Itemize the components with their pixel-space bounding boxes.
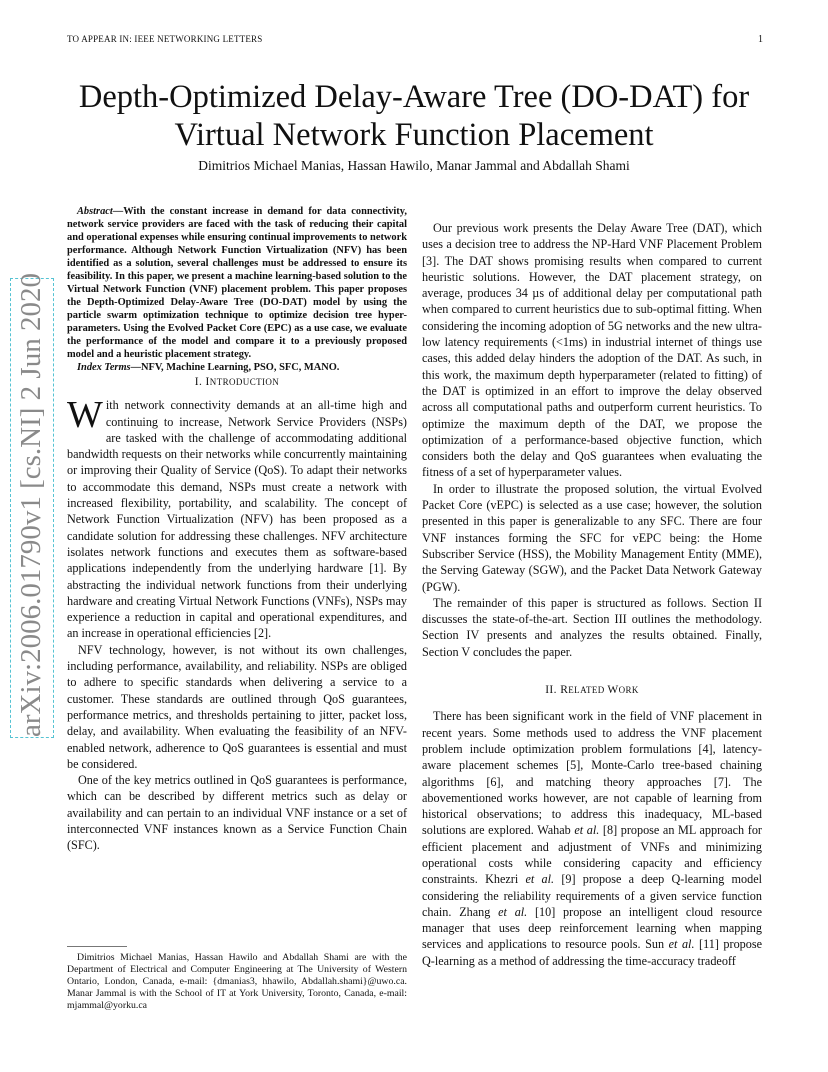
intro-paragraph-5: In order to illustrate the proposed solution, the virtual Evolved Packet Core (vEPC) is selected as a use case; however, the solution presented in this paper is generalizable to any SFC. There are four VNF instances forming the SFC for vEPC being: the Home Subscriber Service (HSS), the Mobility Management Entity (MME), the Serving Gateway (SGW), and the Packet Data Network Gateway (PGW).: [422, 481, 762, 594]
index-terms-label: Index Terms: [77, 362, 131, 373]
related-text-e: [11] propose Q-learning as a method of addressing the time-accuracy tradeoff: [422, 937, 762, 968]
abstract-label: Abstract: [77, 206, 113, 217]
intro-paragraph-1-text: ith network connectivity demands at an all-time high and continuing to increase, Network Service Providers (NSPs) are tasked with the challenge of accommodating additional bandwidth requests on their networks while concurrently maintaining or improving their Quality of Service (QoS). To adapt their networks to accommodate this demand, NSPs must create a network with increased flexibility, portability, and scalability. The concept of Network Function Virtualization (NFV) has been proposed as a candidate solution for addressing these challenges. NFV architecture isolates network functions and executes them as software-based applications independently from the underlying hardware [1]. By abstracting the individual network functions from their underlying hardware and creating Virtual Network Functions (VNFs), NSPs may experience a reduction in capital and operational expenditures, and an increase in operational efficiencies [2].: [67, 398, 407, 641]
author-list: Dimitrios Michael Manias, Hassan Hawilo, Manar Jammal and Abdallah Shami: [198, 158, 630, 173]
related-text-d: [10] propose an intelligent cloud resource manager that uses deep reinforcement learning when mapping services and applications to resource pools. Sun: [422, 904, 762, 952]
index-terms: [67, 361, 407, 374]
left-column: [67, 205, 407, 854]
footnote-rule: [67, 946, 127, 947]
section-heading-introduction: [67, 374, 407, 390]
page-number: 1: [758, 34, 763, 45]
et-al-4: et al.: [668, 937, 695, 952]
abstract-text: —With the constant increase in demand for data connectivity, network service providers are faced with the task of reducing their capital and operational expenses while ensuring continual improvements to network performance. Although Network Function Virtualization (NFV) has been identified as a solution, several challenges must be addressed to ensure its feasibility. In this paper, we present a machine learning-based solution to the Virtual Network Function (VNF) placement problem. This paper proposes the Depth-Optimized Delay-Aware Tree (DO-DAT) model by using the particle swarm optimization technique to optimize decision tree hyper-parameters. Using the Evolved Packet Core (EPC) as a use case, we evaluate the performance of the model and compare it to a previously proposed model and a heuristic placement strategy.: [67, 206, 407, 360]
et-al-2: et al.: [525, 872, 555, 887]
related-heading-number: II. R: [545, 684, 569, 697]
drop-cap: W: [67, 394, 103, 437]
abstract: [67, 205, 407, 361]
related-heading-w: W: [607, 684, 619, 697]
related-text-b: [8] propose an ML approach for efficient placement and adjustment of VNFs and minimizing operational costs while considering capacity and efficiency constraints. Khezri: [422, 823, 762, 887]
intro-paragraph-1: [67, 394, 407, 641]
intro-paragraph-3: One of the key metrics outlined in QoS guarantees is performance, which can be described by different metrics such as delay or availability and can pertain to an individual VNF instance or a set of interconnected VNF instances known as a Service Function Chain (SFC).: [67, 773, 407, 853]
related-heading-mid: ELATED: [568, 685, 608, 696]
intro-paragraph-6: The remainder of this paper is structured as follows. Section II discusses the state-of-the-art. Section III outlines the methodology. Section IV presents and analyzes the results obtained. Finally, Section V concludes the paper.: [422, 595, 762, 659]
right-column: [422, 220, 762, 969]
section-heading-related-work: [422, 682, 762, 698]
related-work-paragraph-1: [422, 708, 762, 969]
intro-paragraph-4: Our previous work presents the Delay Aware Tree (DAT), which uses a decision tree to address the NP-Hard VNF Placement Problem [3]. The DAT shows promising results when compared to current heuristic solutions. However, the DAT placement strategy, on average, produces 34 µs of additional delay per computational path when compared to current heuristics due to sub-optimal fitting. When considering the incoming adoption of 5G networks and the new ultra-low latency requirements (<1ms) in industrial internet of things use cases, this added delay hinders the adoption of the DAT. As such, in this work, the maximum depth hyperparameter (related to fitting) of the DAT is optimized in an effort to improve the delay observed across all computational paths and outperform current heuristics. To optimize the maximum depth of the DAT, we propose the optimization of a performance-based objective function, which considers both the delay and QoS guarantees when evaluating the fitness of a set of hyperparameter values.: [422, 221, 762, 480]
index-terms-text: —NFV, Machine Learning, PSO, SFC, MANO.: [130, 362, 340, 373]
title-line-1: Depth-Optimized Delay-Aware Tree (DO-DAT) for: [78, 79, 750, 115]
author-affiliation-footnote: Dimitrios Michael Manias, Hassan Hawilo and Abdallah Shami are with the Department of Electrical and Computer Engineering at The University of Western Ontario, London, Canada, e-mail: {dmanias3, hhawilo, Abdallah.shami}@uwo.ca. Manar Jammal is with the School of IT at York University, Toronto, Canada, e-mail: mjammal@yorku.ca: [67, 952, 407, 1011]
et-al-3: et al.: [498, 904, 528, 919]
intro-heading-number: I. I: [194, 376, 210, 388]
related-text-c: [9] propose a deep Q-learning model considering the reliability requirements of a given service function chain. Zhang: [422, 872, 763, 919]
et-al-1: et al.: [574, 823, 600, 838]
title-line-2: Virtual Network Function Placement: [174, 117, 654, 153]
intro-heading-rest: NTRODUCTION: [209, 377, 280, 387]
intro-paragraph-2: NFV technology, however, is not without its own challenges, including performance, availability, and reliability. NSPs are obliged to adhere to specific standards when delivering a service to a customer. These standards are outlined through QoS guarantees, performance metrics, and thresholds pertaining to jitter, packet loss, delay, and availability. When evaluating the feasibility of an NFV-enabled network, adherence to QoS guarantees is essential and must be considered.: [67, 642, 407, 771]
related-heading-rest: ORK: [618, 685, 639, 696]
paper-title: [67, 78, 761, 154]
related-text-a: There has been significant work in the field of VNF placement in recent years. Some methods used to address the VNF placement problem include optimization problem formulations [4], latency-aware placement schemes [5], Monte-Carlo tree-based chaining algorithms [6], and matching theory approaches [7]. The abovementioned works however, are not capable of learning from historical observations; to address this inadequacy, ML-based solutions are explored. Wahab: [422, 709, 762, 838]
arxiv-identifier[interactable]: arXiv:2006.01790v1 [cs.NI] 2 Jun 2020: [10, 278, 54, 738]
running-head: TO APPEAR IN: IEEE NETWORKING LETTERS: [67, 34, 263, 44]
